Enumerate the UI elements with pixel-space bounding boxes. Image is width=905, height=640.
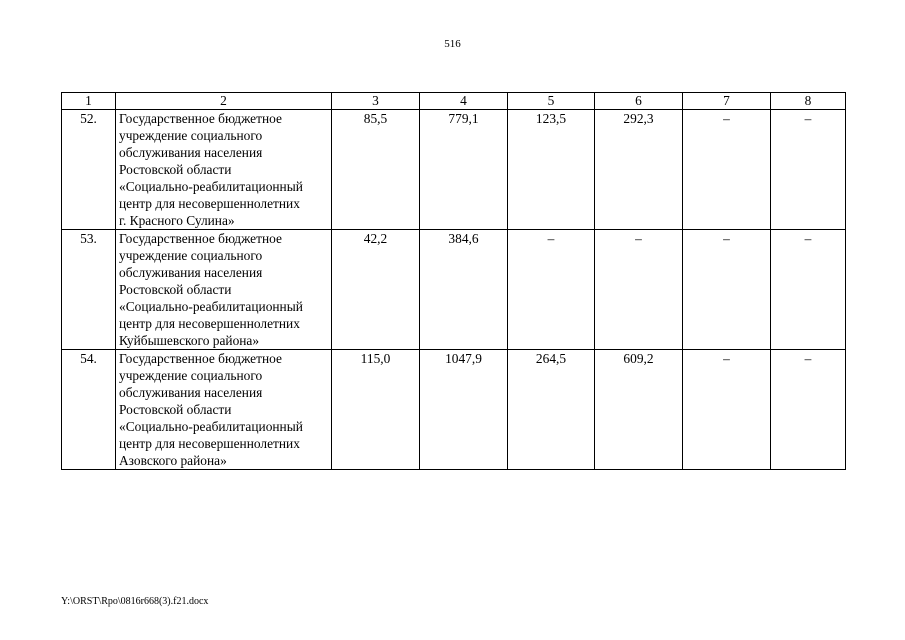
column-header: 2 <box>116 93 332 110</box>
row-number: 54. <box>62 350 116 470</box>
column-header: 8 <box>771 93 846 110</box>
row-number: 52. <box>62 110 116 230</box>
name-line: Государственное бюджетное <box>119 111 282 126</box>
column-header: 1 <box>62 93 116 110</box>
data-table <box>61 92 846 470</box>
institution-name <box>116 110 332 230</box>
name-line: учреждение социального <box>119 248 263 263</box>
file-path-footer: Y:\ORST\Rpo\0816r668(3).f21.docx <box>61 596 209 607</box>
name-line: центр для несовершеннолетних <box>119 436 300 451</box>
name-line: Государственное бюджетное <box>119 231 282 246</box>
name-line: Ростовской области <box>119 162 232 177</box>
name-line: обслуживания населения <box>119 145 263 160</box>
value-cell: 123,5 <box>508 110 595 230</box>
page-number: 516 <box>444 38 461 50</box>
institution-name <box>116 230 332 350</box>
value-cell: 779,1 <box>420 110 508 230</box>
value-cell: 85,5 <box>332 110 420 230</box>
value-cell: – <box>683 350 771 470</box>
value-cell: 115,0 <box>332 350 420 470</box>
value-cell: – <box>771 350 846 470</box>
column-header: 7 <box>683 93 771 110</box>
name-line: «Социально-реабилитационный <box>119 299 303 314</box>
table-row <box>62 230 846 350</box>
row-number: 53. <box>62 230 116 350</box>
name-line: учреждение социального <box>119 368 263 383</box>
value-cell: – <box>683 110 771 230</box>
value-cell: 42,2 <box>332 230 420 350</box>
value-cell: 384,6 <box>420 230 508 350</box>
column-header: 5 <box>508 93 595 110</box>
value-cell: – <box>771 230 846 350</box>
value-cell: – <box>595 230 683 350</box>
name-line: «Социально-реабилитационный <box>119 419 303 434</box>
value-cell: 292,3 <box>595 110 683 230</box>
name-line: «Социально-реабилитационный <box>119 179 303 194</box>
name-line: Ростовской области <box>119 402 232 417</box>
value-cell: 609,2 <box>595 350 683 470</box>
value-cell: – <box>771 110 846 230</box>
name-line: центр для несовершеннолетних <box>119 196 300 211</box>
column-header: 4 <box>420 93 508 110</box>
name-line: г. Красного Сулина» <box>119 213 235 228</box>
column-header: 6 <box>595 93 683 110</box>
name-line: Ростовской области <box>119 282 232 297</box>
name-line: Азовского района» <box>119 453 227 468</box>
name-line: учреждение социального <box>119 128 263 143</box>
name-line: Государственное бюджетное <box>119 351 282 366</box>
value-cell: 264,5 <box>508 350 595 470</box>
table-row <box>62 110 846 230</box>
table-row <box>62 350 846 470</box>
column-header: 3 <box>332 93 420 110</box>
name-line: центр для несовершеннолетних <box>119 316 300 331</box>
value-cell: 1047,9 <box>420 350 508 470</box>
value-cell: – <box>683 230 771 350</box>
value-cell: – <box>508 230 595 350</box>
header-row <box>62 93 846 110</box>
name-line: Куйбышевского района» <box>119 333 260 348</box>
institution-name <box>116 350 332 470</box>
name-line: обслуживания населения <box>119 385 263 400</box>
name-line: обслуживания населения <box>119 265 263 280</box>
